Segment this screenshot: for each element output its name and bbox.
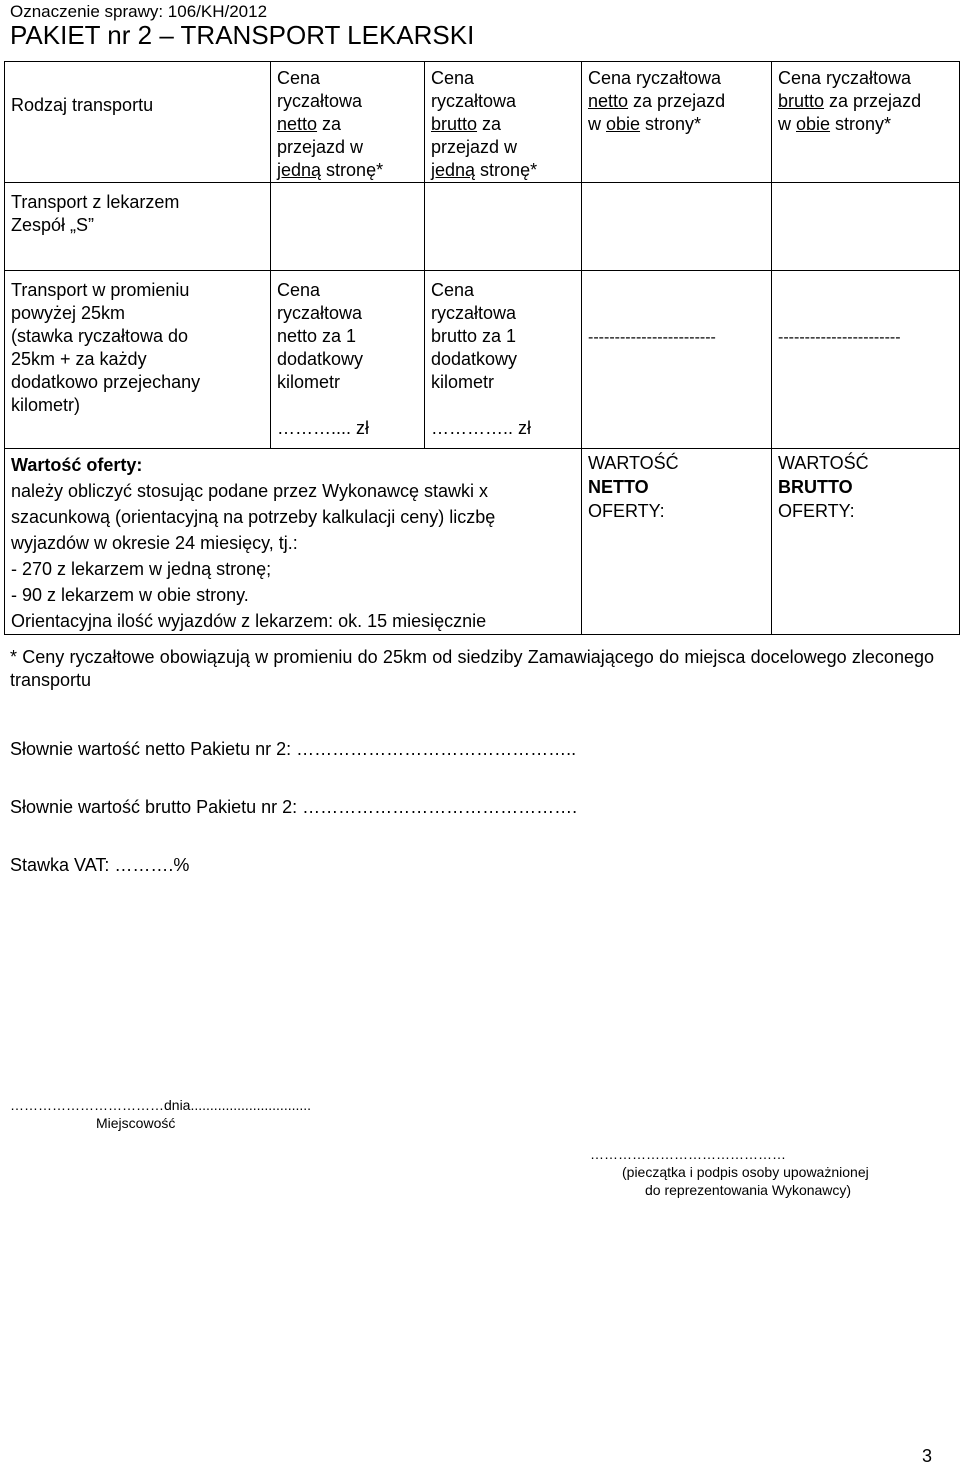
extra-km-netto-both-cell: ------------------------ bbox=[582, 271, 772, 449]
page-title: PAKIET nr 2 – TRANSPORT LEKARSKI bbox=[10, 20, 475, 50]
price-netto-both-ways-cell[interactable] bbox=[582, 183, 772, 271]
extra-km-brutto-both-cell: ----------------------- bbox=[772, 271, 960, 449]
extra-km-brutto-price[interactable]: ………….. zł bbox=[431, 418, 532, 438]
place-label: Miejscowość bbox=[96, 1115, 176, 1131]
header-brutto-one-way: Cena ryczałtowa brutto za przejazd w jedną stronę* bbox=[425, 62, 582, 183]
vat-rate-field[interactable]: Stawka VAT: ……….% bbox=[10, 855, 190, 875]
header-netto-both-ways: Cena ryczałtowa netto za przejazd w obie strony* bbox=[582, 62, 772, 183]
offer-value-label: Wartość oferty: bbox=[11, 455, 143, 475]
offer-value-description: Wartość oferty: należy obliczyć stosując podane przez Wykonawcę stawki x szacunkową (orientacyjną na potrzeby kalkulacji ceny) liczbę wyjazdów w okresie 24 miesięcy, tj.: - 270 z lekarzem w jedną stronę; - 90 z lekarzem w obie strony. Orientacyjna ilość wyjazdów z lekarzem: ok. 15 miesięcznie bbox=[5, 449, 582, 635]
extra-km-brutto-cell[interactable]: Cena ryczałtowa brutto za 1 dodatkowy kilometr ………….. zł bbox=[425, 271, 582, 449]
place-date-field[interactable]: ……………………………dnia............................... bbox=[10, 1097, 312, 1113]
offer-value-brutto-cell[interactable]: WARTOŚĆ BRUTTO OFERTY: bbox=[772, 449, 960, 635]
price-brutto-both-ways-cell[interactable] bbox=[772, 183, 960, 271]
case-number: Oznaczenie sprawy: 106/KH/2012 bbox=[10, 2, 268, 21]
table-header-row bbox=[5, 62, 960, 183]
signature-line[interactable]: …………………………………… bbox=[590, 1146, 786, 1162]
pricing-table bbox=[4, 61, 960, 635]
header-brutto-both-ways: Cena ryczałtowa brutto za przejazd w obie strony* bbox=[772, 62, 960, 183]
price-footnote: * Ceny ryczałtowe obowiązują w promieniu do 25km od siedziby Zamawiającego do miejsca docelowego zleconego transportu bbox=[10, 647, 934, 690]
table-row-offer-value bbox=[5, 449, 960, 635]
header-netto-one-way: Cena ryczałtowa netto za przejazd w jedną stronę* bbox=[271, 62, 425, 183]
table-row-extra-km bbox=[5, 271, 960, 449]
signature-label-2: do reprezentowania Wykonawcy) bbox=[645, 1182, 852, 1198]
table-row-doctor-transport bbox=[5, 183, 960, 271]
offer-value-netto-cell[interactable]: WARTOŚĆ NETTO OFERTY: bbox=[582, 449, 772, 635]
words-brutto-field[interactable]: Słownie wartość brutto Pakietu nr 2: ………………………………………. bbox=[10, 797, 578, 817]
extra-km-netto-price[interactable]: ……….... zł bbox=[277, 418, 370, 438]
header-transport-type: Rodzaj transportu bbox=[5, 62, 271, 183]
row-label-doctor-transport: Transport z lekarzem Zespół „S” bbox=[5, 183, 271, 271]
price-netto-one-way-cell[interactable] bbox=[271, 183, 425, 271]
signature-label-1: (pieczątka i podpis osoby upoważnionej bbox=[622, 1164, 869, 1180]
page-number: 3 bbox=[921, 1446, 932, 1466]
price-brutto-one-way-cell[interactable] bbox=[425, 183, 582, 271]
words-netto-field[interactable]: Słownie wartość netto Pakietu nr 2: ……………………………………….. bbox=[10, 739, 577, 759]
extra-km-netto-cell[interactable]: Cena ryczałtowa netto za 1 dodatkowy kilometr ……….... zł bbox=[271, 271, 425, 449]
row-label-extra-km: Transport w promieniu powyżej 25km (stawka ryczałtowa do 25km + za każdy dodatkowo przejechany kilometr) bbox=[5, 271, 271, 449]
